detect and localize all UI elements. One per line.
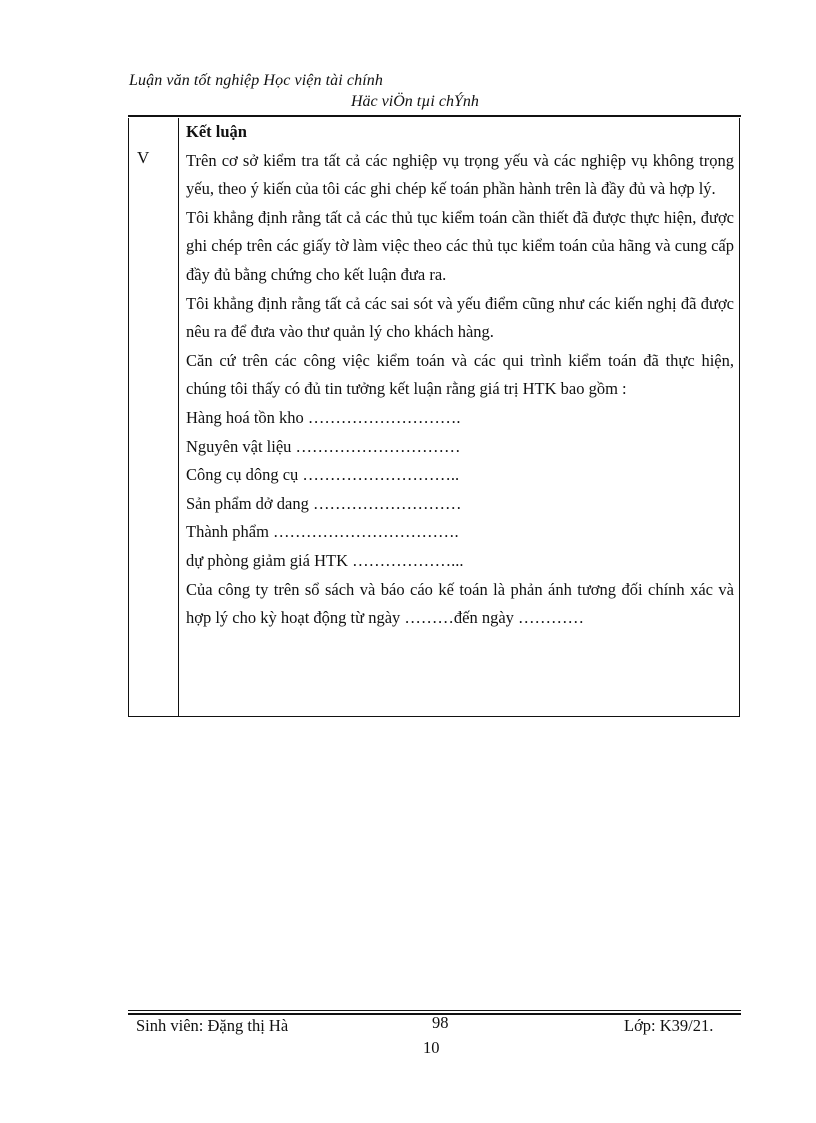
section-number: V [137, 148, 150, 167]
page-number: 98 [432, 1013, 449, 1032]
column-divider [178, 118, 179, 716]
paragraph: Trên cơ sở kiểm tra tất cả các nghiệp vụ trọng yếu và các nghiệp vụ không trọng yếu, theo ý kiến của tôi các ghi chép kế toán phần hành trên là đầy đủ và hợp lý. [186, 150, 734, 199]
list-item: dự phòng giảm giá HTK ………………... [186, 550, 464, 570]
list-item: Công cụ dông cụ ……………………….. [186, 465, 460, 485]
list-item: Nguyên vật liệu ………………………… [186, 436, 461, 456]
list-item: Thành phẩm ……………………………. [186, 522, 459, 542]
list-item: Hàng hoá tồn kho ………………………. [186, 407, 461, 427]
page-sub-number: 10 [423, 1038, 440, 1057]
footer-class: Lớp: K39/21. [624, 1016, 714, 1035]
list-item: Sản phẩm dở dang ……………………… [186, 493, 462, 513]
footer-student: Sinh viên: Đặng thị Hà [136, 1016, 289, 1035]
paragraph: Tôi khẳng định rằng tất cả các sai sót và yếu điểm cũng như các kiến nghị đã được nêu ra để đưa vào thư quản lý cho khách hàng. [186, 293, 734, 342]
section-title: Kết luận [186, 122, 247, 141]
header-subtitle: Häc viÖn tµi chÝnh [351, 93, 479, 110]
closing-paragraph: Của công ty trên sổ sách và báo cáo kế toán là phản ánh tương đối chính xác và hợp lý cho kỳ hoạt động từ ngày ………đến ngày ………… [186, 579, 734, 628]
footer-rule [128, 1010, 741, 1011]
paragraph: Căn cứ trên các công việc kiểm toán và các qui trình kiểm toán đã thực hiện, chúng tôi thấy có đủ tin tưởng kết luận rằng giá trị HTK bao gồm : [186, 350, 734, 399]
header-rule [128, 115, 741, 117]
section-content [186, 118, 734, 633]
paragraph: Tôi khẳng định rằng tất cả các thủ tục kiểm toán cần thiết đã được thực hiện, được ghi chép trên các giấy tờ làm việc theo các thủ tục kiểm toán của hãng và cung cấp đầy đủ bằng chứng cho kết luận đưa ra. [186, 207, 734, 284]
header-title: Luận văn tốt nghiệp Học viện tài chính [129, 72, 383, 89]
conclusion-table [128, 118, 740, 717]
